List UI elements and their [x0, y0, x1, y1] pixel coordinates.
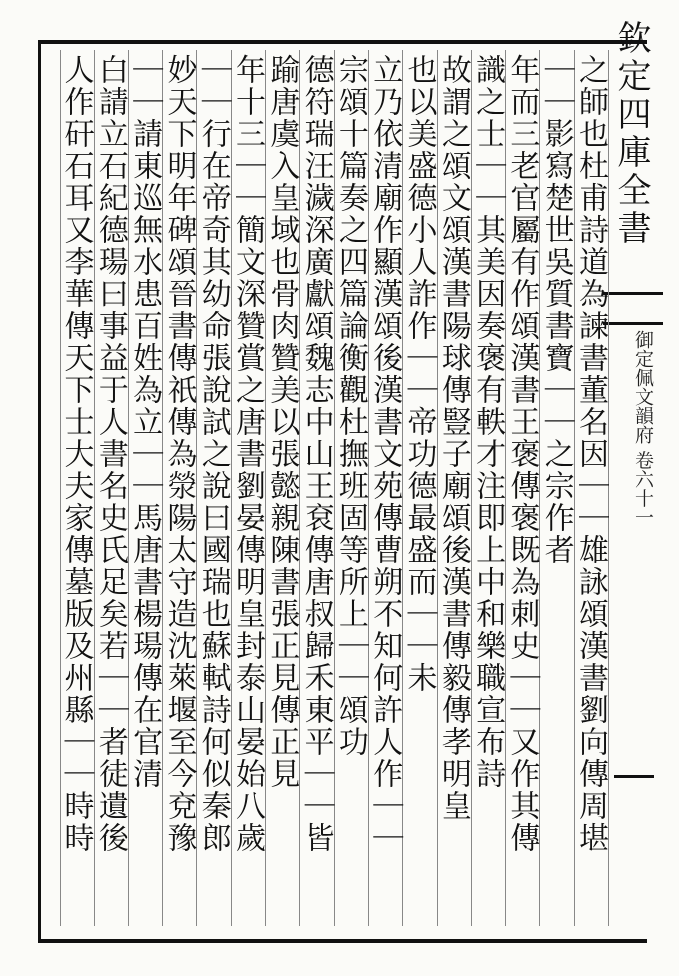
text-column-10: [266, 50, 300, 926]
text-column-6: [403, 50, 437, 926]
margin-volume-note: 御定佩文韻府 卷六十一: [632, 330, 654, 527]
column-text: 立乃依清廟作顯漢頌後漢書文苑傳曹朔不知何許人作｜｜: [367, 54, 403, 854]
column-text: 故謂之頌文頌漢書陽球傳豎子廟頌後漢書傳毅傳孝明皇: [435, 54, 471, 822]
text-column-1: [575, 50, 609, 926]
column-text: 宗頌十篇奏之四篇論衡觀杜撫班固等所上｜｜頌功: [332, 54, 368, 758]
column-text: ｜｜行在帝奇其幼命張說試之說曰國瑞也蘇軾詩何似秦郎: [195, 54, 231, 854]
book-title: 欽定四庫全書: [611, 20, 651, 248]
column-text: 之師也杜甫詩道為諫書董名因｜｜雄詠頌漢書劉向傳周堪: [573, 54, 608, 854]
text-column-13: [163, 50, 197, 926]
text-column-2: [540, 50, 574, 926]
header-column: [606, 0, 656, 300]
text-column-16: [60, 50, 94, 926]
text-column-5: [435, 50, 472, 926]
column-text: 白請立石紀德瑒曰事益于人書名史氏足矣若｜｜者徒遺後: [92, 54, 128, 854]
text-column-3: [506, 50, 540, 926]
text-column-14: [129, 50, 163, 926]
text-column-12: [197, 50, 231, 926]
column-text: 也以美盛德小人詐作｜｜帝功德最盛而｜｜未: [401, 54, 437, 694]
column-text: 踰唐虞入皇域也骨肉贊美以張懿親陳書張正見傳正見: [264, 54, 300, 790]
column-text: ｜｜影寫楚世吳質書寶｜｜之宗作者: [538, 54, 574, 566]
text-column-8: [332, 50, 369, 926]
column-text: 年十三｜｜簡文深贊賞之唐書劉晏傳明皇封泰山晏始八歲: [230, 54, 266, 854]
column-text: 年而三老官屬有作頌漢書王褒傳褒既為刺史｜｜又作其傳: [504, 54, 540, 854]
fold-line-bottom: [603, 322, 663, 325]
text-column-7: [369, 50, 403, 926]
text-column-15: [92, 50, 129, 926]
column-text: 識之士｜｜其美因奏褒有軼才注即上中和樂職宣布詩: [470, 54, 506, 790]
column-text: 德符瑞汪濊深廣獻頌魏志中山王袞傳唐叔歸禾東平｜｜皆: [298, 54, 334, 854]
text-column-9: [300, 50, 334, 926]
column-text: ｜｜請東巡無水患百姓為立｜｜馬唐書楊瑒傳在官清: [127, 54, 163, 790]
column-text: 人作矸石耳又李華傳天下士大夫家傳墓版及州縣｜｜時時: [58, 54, 94, 854]
column-text: 妙天下明年碑頌晉書傳祇傳為滎陽太守造沈萊堰至今兗豫: [161, 54, 197, 854]
fold-line-top: [603, 292, 663, 295]
fish-tail-mark: [614, 775, 654, 798]
text-grid: [44, 50, 609, 926]
text-column-11: [232, 50, 266, 926]
text-column-4: [472, 50, 506, 926]
